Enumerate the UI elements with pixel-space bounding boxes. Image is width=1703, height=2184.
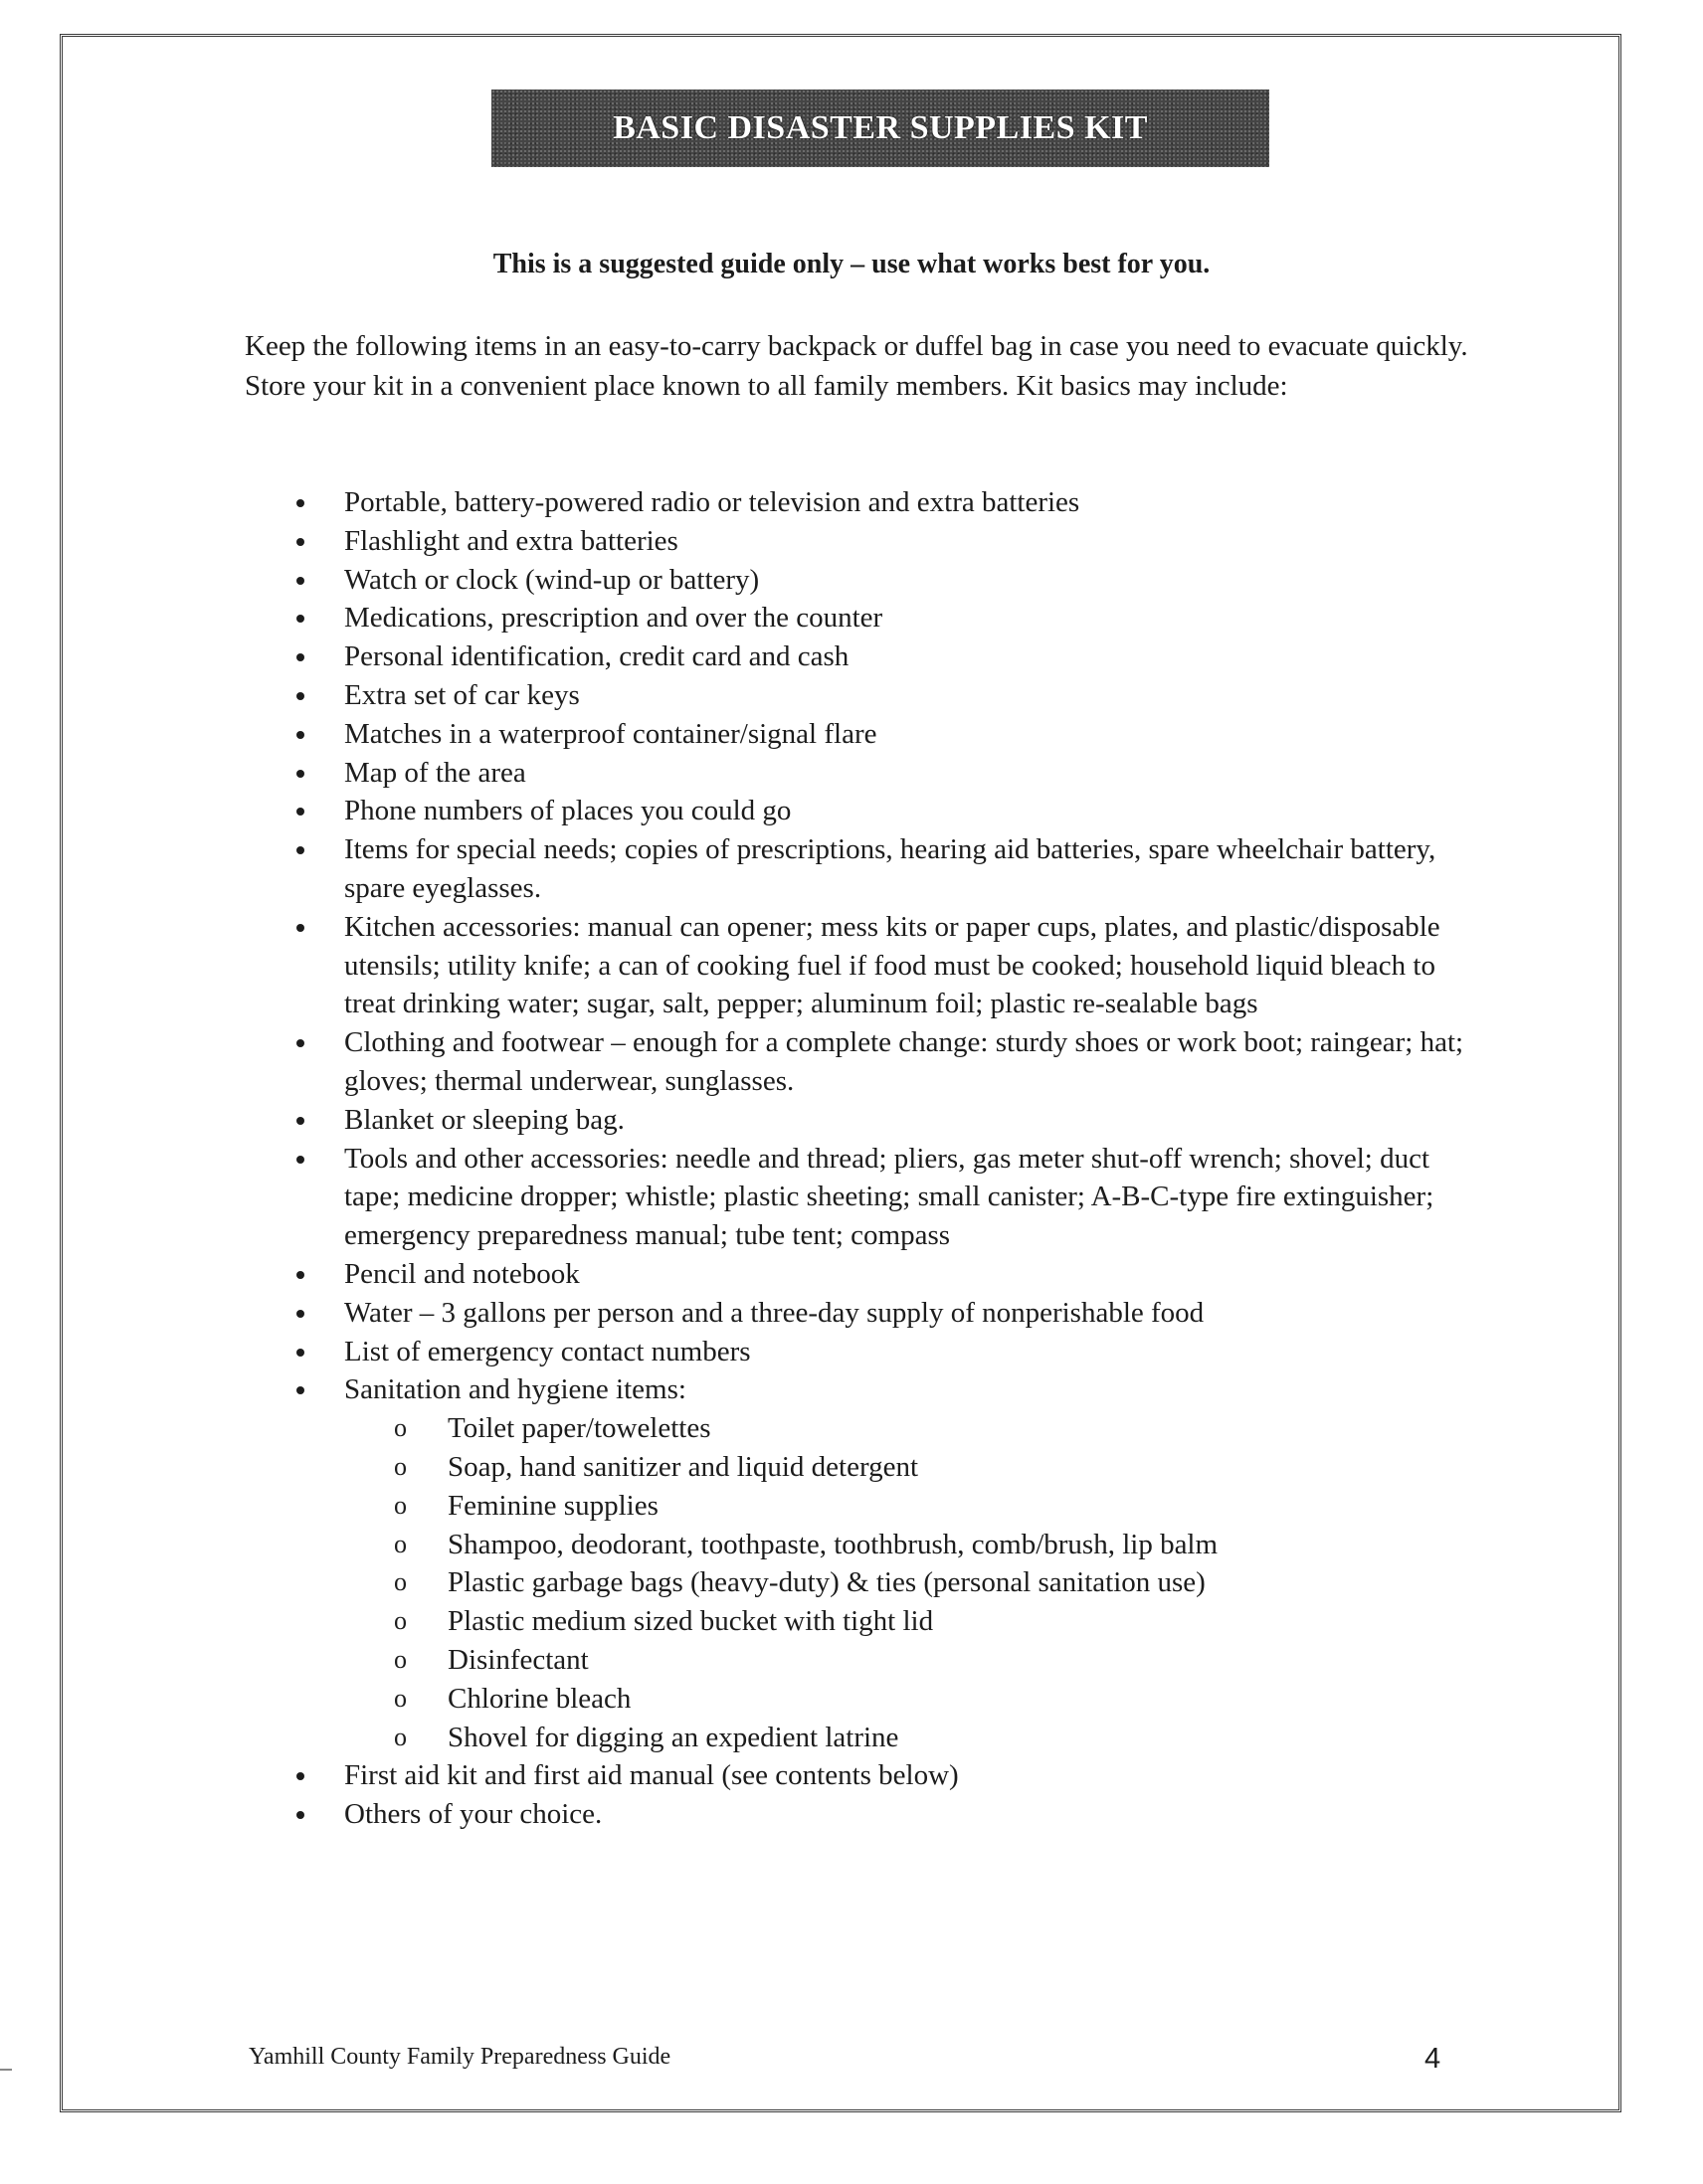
sublist-item: o Disinfectant (344, 1641, 1468, 1680)
circle-bullet-icon: o (394, 1413, 407, 1443)
circle-bullet-icon: o (394, 1451, 407, 1481)
sublist-item: o Plastic medium sized bucket with tight lid (344, 1602, 1468, 1641)
intro-paragraph: Keep the following items in an easy-to-carry backpack or duffel bag in case you need to evacuate quickly. Store your kit in a convenient place known to all family members. Kit basics may include: (245, 330, 1468, 402)
circle-bullet-icon: o (394, 1644, 407, 1674)
list-item: Portable, battery-powered radio or television and extra batteries (344, 486, 1080, 518)
list-item: Pencil and notebook (344, 1257, 580, 1290)
list-item: Tools and other accessories: needle and thread; pliers, gas meter shut-off wrench; shovel; duct tape; medicine dropper; whistle; plastic sheeting; small canister; A-B-C-type fire extinguisher; emergency preparedness manual; tube tent; compass (344, 1142, 1434, 1252)
circle-bullet-icon: o (394, 1567, 407, 1597)
page-number: 4 (1424, 2043, 1441, 2075)
sublist-item: o Toilet paper/towelettes (344, 1409, 1468, 1448)
page-title: BASIC DISASTER SUPPLIES KIT (613, 109, 1148, 146)
list-item: Personal identification, credit card and cash (344, 640, 850, 673)
sublist-item: o Shampoo, deodorant, toothpaste, toothbrush, comb/brush, lip balm (344, 1526, 1468, 1564)
footer-guide-title: Yamhill County Family Preparedness Guide (249, 2044, 671, 2070)
title-banner (491, 90, 1269, 167)
list-item: Clothing and footwear – enough for a complete change: sturdy shoes or work boot; raingear; hat; gloves; thermal underwear, sunglasses. (344, 1026, 1464, 1097)
sublist-item: o Chlorine bleach (344, 1680, 1468, 1719)
sublist-item: o Feminine supplies (344, 1487, 1468, 1526)
sublist-item: o Soap, hand sanitizer and liquid detergent (344, 1448, 1468, 1487)
page-subtitle: This is a suggested guide only – use what works best for you. (492, 249, 1211, 279)
list-item: Matches in a waterproof container/signal flare (344, 717, 877, 750)
list-item: Phone numbers of places you could go (344, 795, 792, 827)
sublist-item: o Shovel for digging an expedient latrine (344, 1719, 1468, 1757)
list-item: Items for special needs; copies of prescriptions, hearing aid batteries, spare wheelchair battery, spare eyeglasses. (344, 833, 1436, 904)
list-item: Flashlight and extra batteries (344, 524, 678, 557)
list-item-sanitation: Sanitation and hygiene items: o Toilet paper/towelettes o Soap, hand sanitizer and liquid detergent o Feminine supplies o Shampoo, deodorant, toothpaste, toothbrush, comb/brush, lip balm o Plastic garbage bags (heavy-duty) & ties (personal sanitation use) o Plastic medium sized bucket with tight lid o Disinfectant o Chlorine bleach o Shovel for digging an expedient latrine (294, 1370, 1468, 1756)
sanitation-sublist (344, 1409, 1468, 1756)
list-item: First aid kit and first aid manual (see contents below) (344, 1759, 959, 1792)
list-item: Watch or clock (wind-up or battery) (344, 563, 760, 596)
supplies-list (294, 483, 1468, 1834)
list-item: Medications, prescription and over the counter (344, 602, 883, 635)
sublist-item: o Plastic garbage bags (heavy-duty) & ties (personal sanitation use) (344, 1563, 1468, 1602)
circle-bullet-icon: o (394, 1722, 407, 1751)
list-item: Map of the area (344, 756, 526, 789)
scan-margin-mark (0, 2069, 12, 2071)
circle-bullet-icon: o (394, 1606, 407, 1636)
circle-bullet-icon: o (394, 1683, 407, 1713)
list-item: List of emergency contact numbers (344, 1335, 751, 1367)
list-item: Others of your choice. (344, 1798, 603, 1831)
circle-bullet-icon: o (394, 1490, 407, 1520)
list-item: Extra set of car keys (344, 678, 580, 711)
list-item: Water – 3 gallons per person and a three-day supply of nonperishable food (344, 1296, 1205, 1329)
list-item: Blanket or sleeping bag. (344, 1103, 625, 1136)
circle-bullet-icon: o (394, 1529, 407, 1558)
list-item: Kitchen accessories: manual can opener; mess kits or paper cups, plates, and plastic/disposable utensils; utility knife; a can of cooking fuel if food must be cooked; household liquid bleach to treat drinking water; sugar, salt, pepper; aluminum foil; plastic re-sealable bags (344, 910, 1440, 1020)
